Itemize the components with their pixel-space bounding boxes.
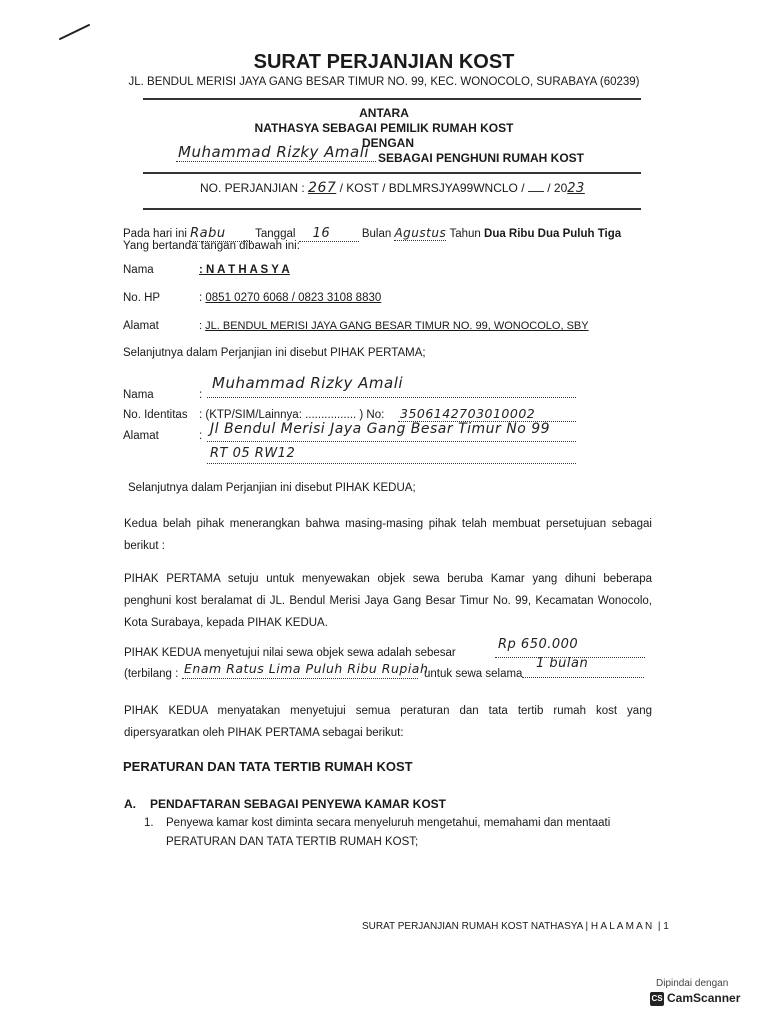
second-party-id-label: No. Identitas <box>123 409 188 421</box>
antara-label: ANTARA <box>359 106 409 120</box>
tenant-role: SEBAGAI PENGHUNI RUMAH KOST <box>378 151 585 165</box>
second-party-address-line1: Jl Bendul Merisi Jaya Gang Besar Timur No 99 <box>210 421 551 437</box>
agreement-paragraph-4: PIHAK KEDUA menyatakan menyetujui semua peraturan dan tata tertib rumah kost yang dipersyaratkan oleh PIHAK PERTAMA sebagai berikut: <box>124 705 652 739</box>
first-party-name-label: Nama <box>123 264 154 276</box>
dengan-label: DENGAN <box>362 136 415 150</box>
terbilang-label: (terbilang : <box>124 668 179 680</box>
second-party-address-underline1 <box>207 441 576 442</box>
agreement-paragraph-1: Kedua belah pihak menerangkan bahwa masing-masing pihak telah membuat persetujuan sebagai berikut : <box>124 518 652 552</box>
date-handwritten: 16 <box>299 226 359 242</box>
first-party-address-label: Alamat <box>123 320 159 332</box>
first-party-address-value: JL. BENDUL MERISI JAYA GANG BESAR TIMUR NO. 99, WONOCOLO, SBY <box>205 320 589 332</box>
agreement-divider <box>143 208 641 210</box>
pada-hari-label: Pada hari ini <box>123 228 187 240</box>
first-party-phone-value: 0851 0270 6068 / 0823 3108 8830 <box>205 292 382 304</box>
first-party-phone-label: No. HP <box>123 292 161 304</box>
terbilang-line-dots <box>182 678 418 679</box>
first-party-phone: : 0851 0270 6068 / 0823 3108 8830 <box>199 292 382 304</box>
second-party-id-type: : (KTP/SIM/Lainnya: ................ ) No: <box>199 409 385 421</box>
camscanner-logo-icon: CS <box>650 992 664 1006</box>
agreement-number: 267 <box>308 180 337 196</box>
signer-intro: Yang bertanda tangan dibawah ini: <box>123 240 300 252</box>
second-party-name-label: Nama <box>123 389 154 401</box>
month-handwritten: Agustus <box>394 226 447 240</box>
second-party-address-colon: : <box>199 430 203 442</box>
year-text: Dua Ribu Dua Puluh Tiga <box>484 228 622 240</box>
tenant-name-handwritten: Muhammad Rizky Amali <box>178 143 370 161</box>
scanner-label: Dipindai dengan <box>656 978 729 989</box>
duration-line-dots <box>522 677 644 678</box>
terbilang-handwritten: Enam Ratus Lima Puluh Ribu Rupiah <box>184 661 429 676</box>
agreement-slash: / <box>547 181 551 195</box>
day-handwritten: Rabu <box>190 226 252 242</box>
second-party-address-line2: RT 05 RW12 <box>210 446 296 461</box>
rules-section-letter: A. <box>124 797 136 811</box>
agreement-year-handwritten: 23 <box>567 181 585 196</box>
rules-heading: PERATURAN DAN TATA TERTIB RUMAH KOST <box>123 759 413 774</box>
rules-item-text-1: Penyewa kamar kost diminta secara menyeluruh mengetahui, memahami dan mentaati <box>166 817 611 829</box>
scanner-brand: CamScanner <box>667 991 741 1005</box>
first-party-name: : N A T H A S Y A <box>199 264 290 276</box>
agreement-year-printed: 20 <box>553 181 568 195</box>
second-party-address-underline2 <box>207 463 576 464</box>
second-party-id-number: 3506142703010002 <box>400 406 536 421</box>
tahun-label: Tahun <box>449 228 481 240</box>
agreement-paragraph-2: PIHAK PERTAMA setuju untuk menyewakan objek sewa beruba Kamar yang dihuni beberapa penghuni kost beralamat di JL. Bendul Merisi Jaya Gang Besar Timur No. 99, Kecamatan Wonocolo, Kota Surabaya, kepada PIHAK KEDUA. <box>124 573 652 629</box>
second-party-name-colon: : <box>199 389 203 401</box>
tenant-name-line <box>176 161 376 162</box>
second-party-name-line <box>207 397 576 398</box>
rules-item-number: 1. <box>144 817 154 829</box>
rent-price-intro: PIHAK KEDUA menyetujui nilai sewa objek sewa adalah sebesar <box>124 647 456 659</box>
header-divider <box>143 98 641 100</box>
document-address: JL. BENDUL MERISI JAYA GANG BESAR TIMUR NO. 99, KEC. WONOCOLO, SURABAYA (60239) <box>128 76 640 88</box>
first-party-name-value: N A T H A S Y A <box>206 264 290 276</box>
duration-handwritten: 1 bulan <box>536 656 589 671</box>
first-party-closing: Selanjutnya dalam Perjanjian ini disebut PIHAK PERTAMA; <box>123 347 426 359</box>
rent-price-handwritten: Rp 650.000 <box>498 637 579 652</box>
first-party-address: : JL. BENDUL MERISI JAYA GANG BESAR TIMUR NO. 99, WONOCOLO, SBY <box>199 320 589 332</box>
agreement-month-blank <box>528 191 544 192</box>
camscanner-badge <box>644 970 756 1010</box>
second-party-address-label: Alamat <box>123 430 159 442</box>
rules-section-title: PENDAFTARAN SEBAGAI PENYEWA KAMAR KOST <box>150 797 447 811</box>
owner-line: NATHASYA SEBAGAI PEMILIK RUMAH KOST <box>254 121 514 135</box>
agreement-code: / KOST / BDLMRSJYA99WNCLO / <box>339 181 525 195</box>
pen-mark <box>58 22 92 42</box>
agreement-prefix: NO. PERJANJIAN : <box>200 181 305 195</box>
page-footer: SURAT PERJANJIAN RUMAH KOST NATHASYA | H A L A M A N | 1 <box>362 921 669 932</box>
tanggal-label: Tanggal <box>255 228 296 240</box>
second-party-name-handwritten: Muhammad Rizky Amali <box>212 374 404 392</box>
rules-item-text-2: PERATURAN DAN TATA TERTIB RUMAH KOST; <box>166 836 419 848</box>
bulan-label: Bulan <box>361 228 392 240</box>
duration-label: untuk sewa selama <box>424 668 523 680</box>
parties-divider <box>143 172 641 174</box>
document-title: SURAT PERJANJIAN KOST <box>253 51 515 73</box>
agreement-number-line <box>200 180 585 196</box>
second-party-closing: Selanjutnya dalam Perjanjian ini disebut PIHAK KEDUA; <box>128 482 416 494</box>
